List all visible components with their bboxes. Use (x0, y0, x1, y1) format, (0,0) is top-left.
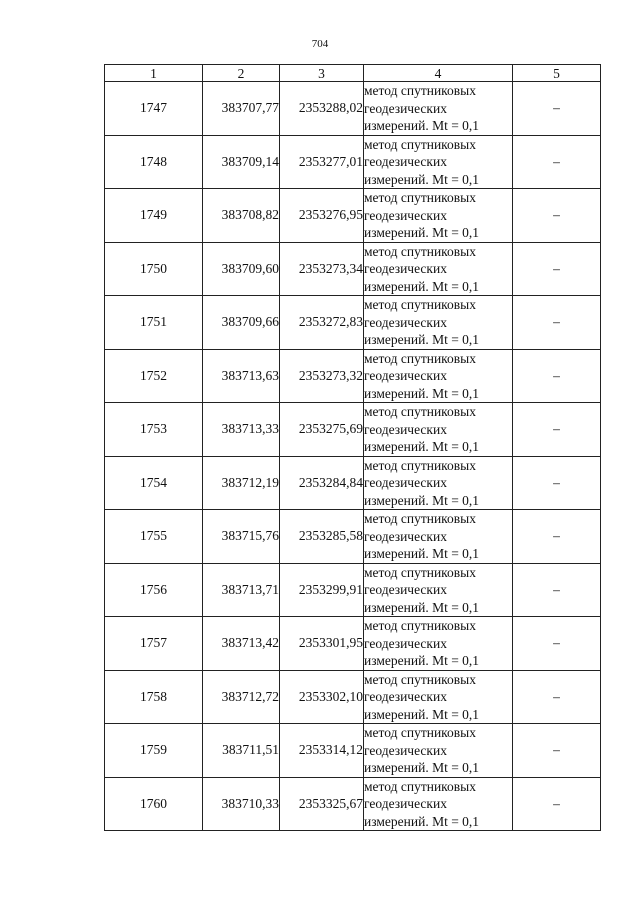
point-number-cell: 1754 (105, 456, 203, 510)
method-line: измерений. Mt = 0,1 (364, 653, 480, 668)
method-line: метод спутниковых (364, 671, 476, 687)
y-coordinate-cell: 2353272,83 (280, 296, 364, 350)
method-line: метод спутниковых (364, 190, 476, 205)
y-coordinate-cell: 2353314,12 (280, 724, 364, 778)
point-number-cell: 1750 (105, 242, 203, 296)
error-cell: – (513, 296, 601, 350)
error-cell: – (513, 82, 601, 136)
method-line: геодезических (364, 582, 447, 597)
y-coordinate-cell: 2353299,91 (280, 563, 364, 617)
x-coordinate-cell: 383713,33 (203, 403, 280, 457)
method-line: геодезических (364, 421, 447, 437)
error-cell: – (513, 189, 601, 243)
x-coordinate-cell: 383710,33 (203, 777, 280, 831)
error-cell: – (513, 456, 601, 510)
table-row (105, 296, 601, 350)
x-coordinate-cell: 383713,42 (203, 617, 280, 671)
y-coordinate-cell: 2353325,67 (280, 777, 364, 831)
method-cell (364, 510, 513, 564)
point-number-cell: 1752 (105, 349, 203, 403)
y-coordinate-cell: 2353302,10 (280, 670, 364, 724)
method-line: метод спутниковых (364, 618, 476, 633)
table-row (105, 403, 601, 457)
table-row (105, 563, 601, 617)
method-line: измерений. Mt = 0,1 (364, 225, 480, 240)
method-cell (364, 189, 513, 243)
error-cell: – (513, 670, 601, 724)
method-line: измерений. Mt = 0,1 (364, 439, 480, 454)
method-line: геодезических (364, 154, 447, 169)
method-line: метод спутниковых (364, 778, 476, 794)
method-cell (364, 563, 513, 617)
method-line: метод спутниковых (364, 564, 476, 580)
error-cell: – (513, 403, 601, 457)
coordinates-table (104, 64, 601, 831)
table-header-row (105, 65, 601, 82)
table-row (105, 82, 601, 136)
x-coordinate-cell: 383715,76 (203, 510, 280, 564)
method-cell (364, 456, 513, 510)
method-line: измерений. Mt = 0,1 (364, 492, 480, 508)
x-coordinate-cell: 383712,19 (203, 456, 280, 510)
header-cell-5: 5 (513, 65, 601, 82)
method-line: измерений. Mt = 0,1 (364, 706, 480, 722)
method-line: метод спутниковых (364, 725, 476, 740)
method-line: геодезических (364, 314, 447, 330)
method-line: метод спутниковых (364, 404, 476, 419)
method-line: геодезических (364, 742, 447, 758)
point-number-cell: 1749 (105, 189, 203, 243)
method-cell (364, 296, 513, 350)
header-cell-1: 1 (105, 65, 203, 82)
header-cell-4: 4 (364, 65, 513, 82)
y-coordinate-cell: 2353285,58 (280, 510, 364, 564)
method-line: измерений. Mt = 0,1 (364, 332, 480, 347)
y-coordinate-cell: 2353276,95 (280, 189, 364, 243)
y-coordinate-cell: 2353284,84 (280, 456, 364, 510)
point-number-cell: 1760 (105, 777, 203, 831)
method-cell (364, 349, 513, 403)
x-coordinate-cell: 383708,82 (203, 189, 280, 243)
method-line: измерений. Mt = 0,1 (364, 385, 480, 401)
method-cell (364, 617, 513, 671)
y-coordinate-cell: 2353277,01 (280, 135, 364, 189)
error-cell: – (513, 777, 601, 831)
y-coordinate-cell: 2353273,34 (280, 242, 364, 296)
method-line: геодезических (364, 796, 447, 811)
method-line: геодезических (364, 207, 447, 223)
method-line: метод спутниковых (364, 511, 476, 526)
method-line: измерений. Mt = 0,1 (364, 599, 480, 615)
table-row (105, 724, 601, 778)
table-row (105, 349, 601, 403)
y-coordinate-cell: 2353275,69 (280, 403, 364, 457)
method-line: метод спутниковых (364, 457, 476, 473)
point-number-cell: 1748 (105, 135, 203, 189)
method-line: геодезических (364, 528, 447, 544)
x-coordinate-cell: 383709,14 (203, 135, 280, 189)
table-row (105, 617, 601, 671)
method-cell (364, 82, 513, 136)
point-number-cell: 1747 (105, 82, 203, 136)
method-line: измерений. Mt = 0,1 (364, 278, 480, 294)
x-coordinate-cell: 383707,77 (203, 82, 280, 136)
error-cell: – (513, 135, 601, 189)
method-line: измерений. Mt = 0,1 (364, 171, 480, 187)
table-row (105, 456, 601, 510)
x-coordinate-cell: 383711,51 (203, 724, 280, 778)
method-line: измерений. Mt = 0,1 (364, 546, 480, 561)
error-cell: – (513, 510, 601, 564)
point-number-cell: 1756 (105, 563, 203, 617)
method-line: геодезических (364, 475, 447, 490)
method-cell (364, 724, 513, 778)
error-cell: – (513, 563, 601, 617)
method-line: геодезических (364, 368, 447, 383)
header-cell-2: 2 (203, 65, 280, 82)
error-cell: – (513, 724, 601, 778)
method-cell (364, 777, 513, 831)
page-number: 704 (311, 38, 329, 50)
point-number-cell: 1755 (105, 510, 203, 564)
x-coordinate-cell: 383709,60 (203, 242, 280, 296)
table-row (105, 135, 601, 189)
method-line: измерений. Mt = 0,1 (364, 118, 480, 133)
method-cell (364, 242, 513, 296)
x-coordinate-cell: 383709,66 (203, 296, 280, 350)
x-coordinate-cell: 383713,63 (203, 349, 280, 403)
y-coordinate-cell: 2353288,02 (280, 82, 364, 136)
method-line: измерений. Mt = 0,1 (364, 760, 480, 775)
method-line: геодезических (364, 689, 447, 704)
table-row (105, 242, 601, 296)
error-cell: – (513, 617, 601, 671)
point-number-cell: 1759 (105, 724, 203, 778)
table-row (105, 777, 601, 831)
method-cell (364, 670, 513, 724)
method-line: метод спутниковых (364, 83, 476, 98)
method-line: геодезических (364, 635, 447, 651)
method-line: метод спутниковых (364, 297, 476, 312)
table-body (105, 65, 601, 831)
point-number-cell: 1757 (105, 617, 203, 671)
method-line: геодезических (364, 100, 447, 116)
point-number-cell: 1753 (105, 403, 203, 457)
table-row (105, 670, 601, 724)
x-coordinate-cell: 383712,72 (203, 670, 280, 724)
table-row (105, 510, 601, 564)
y-coordinate-cell: 2353273,32 (280, 349, 364, 403)
error-cell: – (513, 349, 601, 403)
method-line: измерений. Mt = 0,1 (364, 813, 480, 829)
method-cell (364, 403, 513, 457)
header-cell-3: 3 (280, 65, 364, 82)
x-coordinate-cell: 383713,71 (203, 563, 280, 617)
table-row (105, 189, 601, 243)
method-cell (364, 135, 513, 189)
point-number-cell: 1758 (105, 670, 203, 724)
error-cell: – (513, 242, 601, 296)
method-line: метод спутниковых (364, 243, 476, 259)
method-line: геодезических (364, 261, 447, 276)
point-number-cell: 1751 (105, 296, 203, 350)
method-line: метод спутниковых (364, 350, 476, 366)
y-coordinate-cell: 2353301,95 (280, 617, 364, 671)
method-line: метод спутниковых (364, 136, 476, 152)
